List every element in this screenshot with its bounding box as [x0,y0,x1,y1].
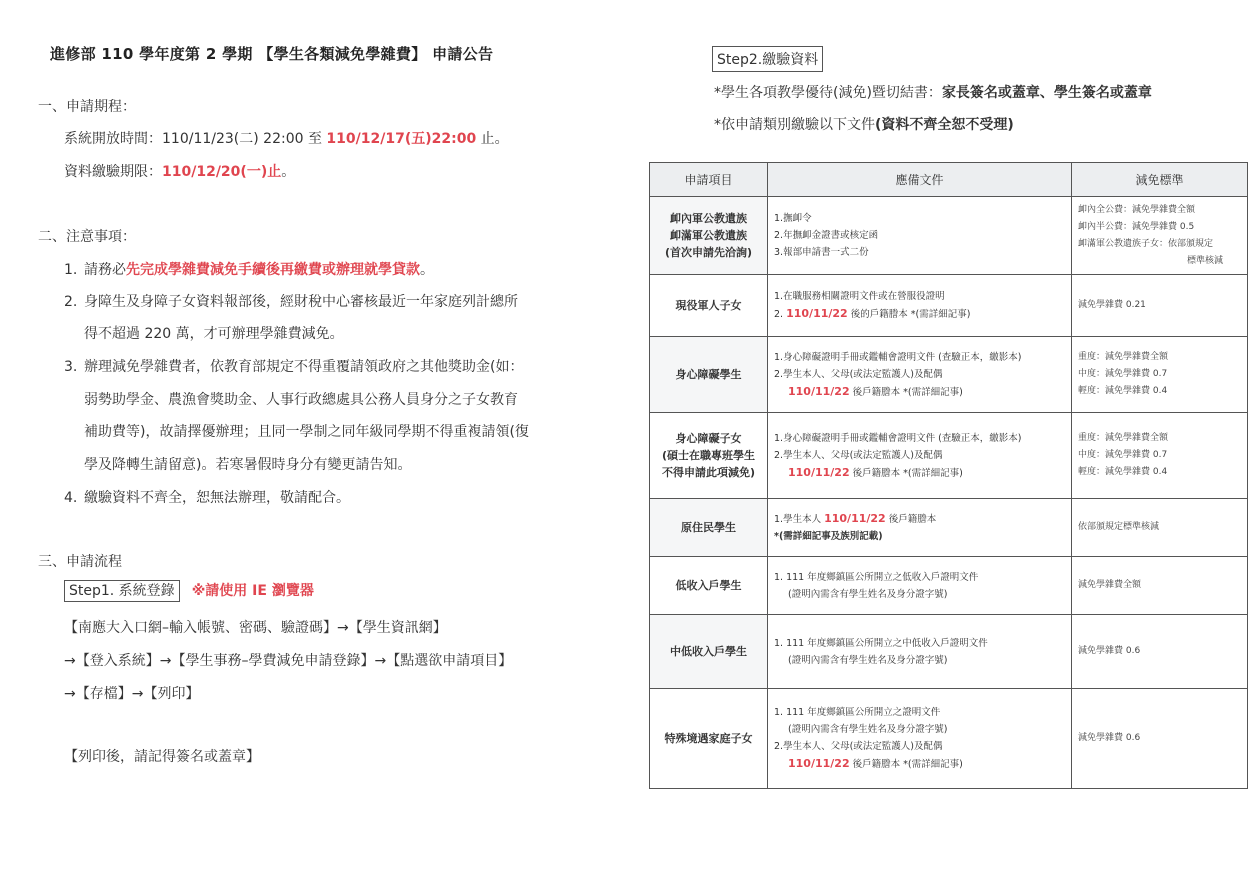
row-standard [1072,337,1248,413]
notice-text: 補助費等)，故請擇優辦理；且同一學制之同年級同學期不得重複請領(復 [84,424,529,440]
doc-text: 1. 111 年度鄉鎮區公所開立之中低收入戶證明文件 [774,637,988,649]
flow-line-2: →【登入系統】→【學生事務–學費減免申請登錄】→【點選欲申請項目】 [64,653,513,669]
doc-suffix: 後戶籍謄本 [885,514,937,525]
open-period-label: 系統開放時間：110/11/23(二) 22:00 至 [64,131,327,147]
doc-prefix: 2. [774,309,787,320]
table-row [650,689,1248,789]
open-period-line [64,128,509,148]
row-docs [768,197,1072,275]
row-standard [1072,197,1248,275]
row-standard: 減免學雜費 0.6 [1072,689,1248,789]
doc-text: 1.在職服務相關證明文件或在營服役證明 [774,291,945,302]
note-text: *依申請類別繳驗以下文件 [714,117,875,133]
doc-text [774,383,1065,401]
row-item: 中低收入戶學生 [650,615,768,689]
open-period-suffix: 止。 [476,131,509,147]
std-text: 卹內半公費：減免學雜費 0.5 [1078,221,1195,232]
doc-date: 110/11/22 [824,512,886,525]
notice-number: 3. [64,359,78,375]
note-bold: (資料不齊全恕不受理) [875,117,1014,133]
table-row [650,275,1248,337]
notice-highlight: 先完成學雜費減免手續後再繳費或辦理就學貸款 [126,262,420,278]
doc-suffix: 後戶籍謄本 *(需詳細記事) [849,759,963,770]
flow-line-3: →【存檔】→【列印】 [64,686,200,702]
notice-text: 。 [420,262,434,278]
table-row [650,337,1248,413]
doc-text: 1.撫卹令 [774,213,812,224]
std-text: 卹內全公費：減免學雜費全額 [1078,204,1196,215]
doc-suffix: 後的戶籍謄本 *(需詳細記事) [847,309,971,320]
doc-text: (證明內需含有學生姓名及身分證字號) [788,654,948,666]
note-text: *學生各項教學優待(減免)暨切結書： [714,85,942,101]
notice-item-3 [64,356,523,376]
row-standard: 減免學雜費 0.6 [1072,615,1248,689]
std-text: 輕度：減免學雜費 0.4 [1078,467,1168,477]
doc-suffix: 後戶籍謄本 *(需詳細記事) [849,386,963,398]
notice-number: 4. [64,490,78,506]
table-row [650,413,1248,499]
verify-period-deadline: 110/12/20(一)止 [162,164,282,180]
after-print-note: 【列印後，請記得簽名或蓋章】 [64,749,260,765]
row-item: 身心障礙學生 [650,337,768,413]
row-item [650,197,768,275]
row-docs [768,557,1072,615]
row-item: 現役軍人子女 [650,275,768,337]
left-column [0,0,620,877]
flow-line-1: 【南應大入口網–輸入帳號、密碼、驗證碼】→【學生資訊網】 [64,620,447,636]
notice-item-4 [64,487,350,507]
table-row [650,499,1248,557]
doc-date: 110/11/22 [788,384,850,398]
item-text: (碩士在職專班學生 [661,449,756,462]
doc-date: 110/11/22 [788,757,850,770]
doc-text: *(需詳細記事及族別記載) [774,531,883,542]
doc-text [774,305,1065,323]
item-text: (首次申請先洽詢) [664,246,753,259]
section3-heading: 三、申請流程 [38,554,122,570]
row-item: 低收入戶學生 [650,557,768,615]
row-standard: 減免學雜費 0.21 [1072,275,1248,337]
notice-text: 弱勢助學金、農漁會獎助金、人事行政總處具公務人員身分之子女教育 [84,392,518,408]
table-header-row [650,163,1248,197]
notice-item-2 [64,291,518,311]
verify-period-suffix: 。 [281,164,296,180]
row-item: 原住民學生 [650,499,768,557]
row-docs [768,689,1072,789]
verify-period-line [64,161,295,181]
header-standard: 減免標準 [1072,163,1248,197]
row-docs [768,275,1072,337]
std-text: 中度：減免學雜費 0.7 [1078,450,1168,460]
notice-text: 請務必 [84,262,126,278]
row-docs [768,413,1072,499]
notice-number: 2. [64,294,78,310]
std-text: 重度：減免學雜費全額 [1078,433,1169,443]
std-text: 重度：減免學雜費全額 [1078,352,1169,362]
doc-text: 1. 111 年度鄉鎮區公所開立之證明文件 [774,707,941,718]
step2-note-2 [714,114,1014,134]
row-docs [768,499,1072,557]
doc-text: 3.報部申請書一式二份 [774,247,869,258]
verify-period-label: 資料繳驗期限： [64,164,162,180]
doc-text [774,464,1065,482]
notice-text: 繳驗資料不齊全，恕無法辦理，敬請配合。 [84,490,350,506]
row-standard [1072,413,1248,499]
doc-date: 110/11/22 [788,465,850,479]
row-docs [768,337,1072,413]
doc-prefix: 1.學生本人 [774,514,825,525]
row-item: 特殊境遇家庭子女 [650,689,768,789]
row-docs [768,615,1072,689]
std-text: 標準核減 [1186,255,1223,266]
notice-text: 學及降轉生請留意)。若寒暑假時身分有變更請告知。 [84,457,412,473]
doc-text: 2.學生本人、父母(或法定監護人)及配偶 [774,449,943,461]
notice-text: 身障生及身障子女資料報部後，經財稅中心審核最近一年家庭列計總所 [84,294,518,310]
item-text: 卹滿軍公教遺族 [670,229,747,242]
required-documents-table [649,162,1248,789]
doc-suffix: 後戶籍謄本 *(需詳細記事) [849,467,963,479]
std-text: 卹滿軍公教遺族子女：依部頒規定 [1078,238,1214,249]
doc-text: (證明內需含有學生姓名及身分證字號) [788,724,948,735]
step1-label: Step1. 系統登錄 [64,580,180,602]
doc-text: 1. 111 年度鄉鎮區公所開立之低收入戶證明文件 [774,571,979,583]
step1-line [64,580,314,600]
section1-heading: 一、申請期程： [38,99,136,115]
doc-text: 1.身心障礙證明手冊或鑑輔會證明文件 (查驗正本，繳影本) [774,432,1022,444]
table-row [650,197,1248,275]
header-docs: 應備文件 [768,163,1072,197]
notice-number: 1. [64,262,78,278]
item-text: 身心障礙子女 [675,432,742,445]
ie-browser-note: ※請使用 IE 瀏覽器 [191,583,314,599]
item-text: 不得申請此項減免) [661,466,756,479]
open-period-deadline: 110/12/17(五)22:00 [326,131,477,147]
step2-note-1 [714,82,1152,102]
row-item [650,413,768,499]
doc-text: (證明內需含有學生姓名及身分證字號) [788,588,948,600]
step2-label: Step2.繳驗資料 [712,46,823,72]
doc-date: 110/11/22 [786,307,848,320]
note-bold: 家長簽名或蓋章、學生簽名或蓋章 [941,85,1152,101]
section2-heading: 二、注意事項： [38,229,136,245]
notice-text: 得不超過 220 萬，才可辦理學雜費減免。 [84,326,344,342]
doc-text: 2.學生本人、父母(或法定監護人)及配偶 [774,368,943,380]
notice-text: 辦理減免學雜費者，依教育部規定不得重覆請領政府之其他獎助金(如： [84,359,524,375]
doc-text: 2.年撫卹金證書或核定函 [774,230,879,241]
doc-text [774,755,1065,773]
notice-item-1 [64,259,434,279]
table-row [650,557,1248,615]
table-row [650,615,1248,689]
page-title: 進修部 110 學年度第 2 學期 【學生各類減免學雜費】 申請公告 [50,45,494,63]
doc-text [774,510,1065,528]
row-standard: 依部頒規定標準核減 [1072,499,1248,557]
std-text: 輕度：減免學雜費 0.4 [1078,386,1168,396]
doc-text: 1.身心障礙證明手冊或鑑輔會證明文件 (查驗正本，繳影本) [774,351,1022,363]
row-standard: 減免學雜費全額 [1072,557,1248,615]
item-text: 卹內軍公教遺族 [670,212,747,225]
std-text: 中度：減免學雜費 0.7 [1078,369,1168,379]
doc-text: 2.學生本人、父母(或法定監護人)及配偶 [774,741,943,752]
header-item: 申請項目 [650,163,768,197]
